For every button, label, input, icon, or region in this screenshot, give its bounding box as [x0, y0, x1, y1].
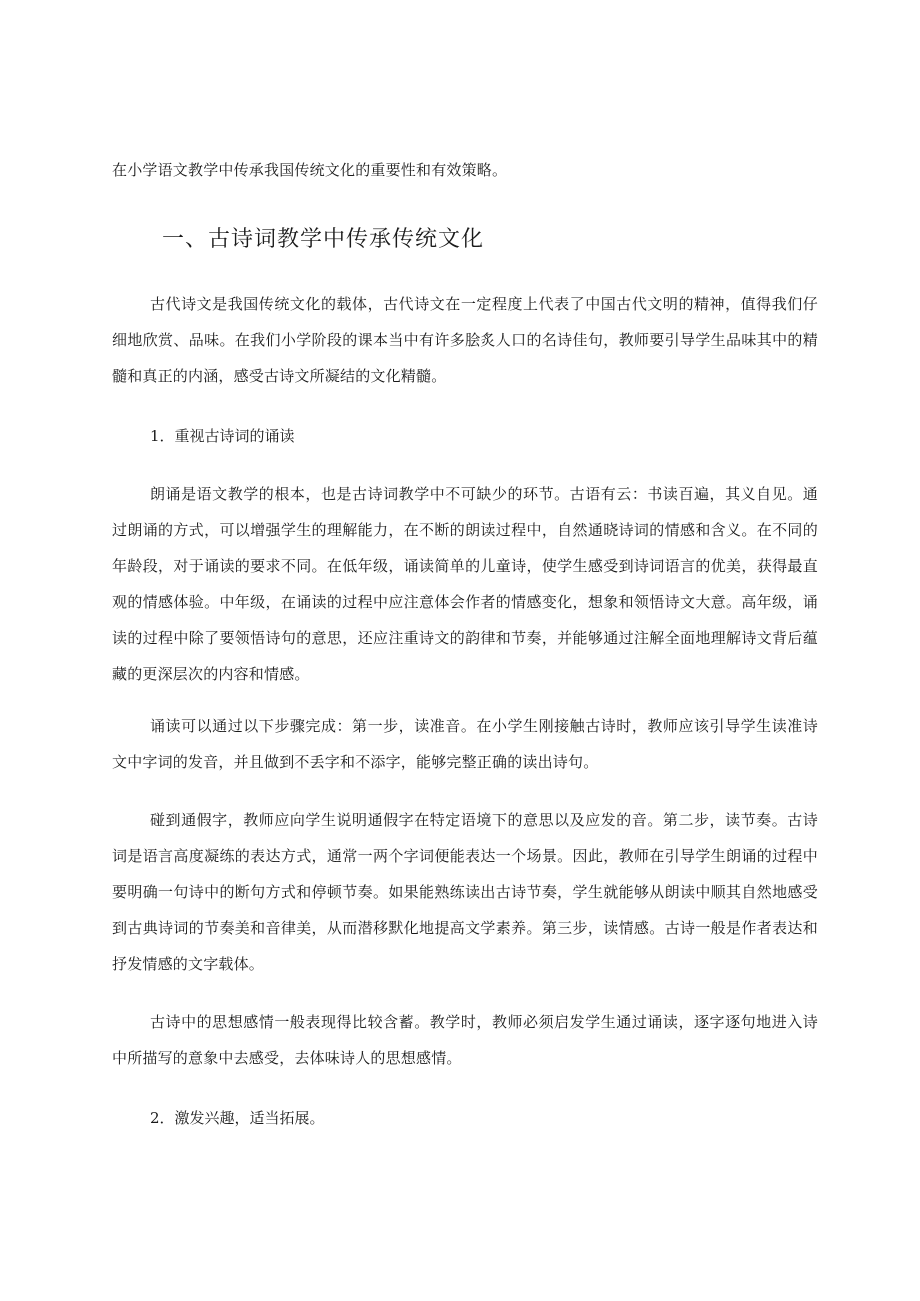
subsection-heading-2: 2．激发兴趣，适当拓展。 [150, 1109, 325, 1127]
paragraph-emotion: 古诗中的思想感情一般表现得比较含蓄。教学时，教师必须启发学生通过诵读，逐字逐句地进入诗中所描写的意象中去感受，去体味诗人的思想感情。 [112, 1013, 818, 1067]
paragraph-tongjiazi: 碰到通假字，教师应向学生说明通假字在特定语境下的意思以及应发的音。第二步，读节奏。古诗词是语言高度凝练的表达方式，通常一两个字词便能表达一个场景。因此，教师在引导学生朗诵的过程中要明确一句诗中的断句方式和停顿节奏。如果能熟练读出古诗节奏，学生就能够从朗读中顺其自然地感受到古典诗词的节奏美和音律美，从而潜移默化地提高文学素养。第三步，读情感。古诗一般是作者表达和抒发情感的文字载体。 [112, 811, 818, 973]
paragraph-section-intro: 古代诗文是我国传统文化的载体，古代诗文在一定程度上代表了中国古代文明的精神，值得我们仔细地欣赏、品味。在我们小学阶段的课本当中有许多脍炙人口的名诗佳句，教师要引导学生品味其中的精髓和真正的内涵，感受古诗文所凝结的文化精髓。 [112, 295, 818, 385]
subsection-heading-1: 1．重视古诗词的诵读 [150, 427, 295, 445]
paragraph-recitation: 朗诵是语文教学的根本，也是古诗词教学中不可缺少的环节。古语有云：书读百遍，其义自见。通过朗诵的方式，可以增强学生的理解能力，在不断的朗读过程中，自然通晓诗词的情感和含义。在不同的年龄段，对于诵读的要求不同。在低年级，诵读简单的儿童诗，使学生感受到诗词语言的优美，获得最直观的情感体验。中年级，在诵读的过程中应注意体会作者的情感变化，想象和领悟诗文大意。高年级，诵读的过程中除了要领悟诗句的意思，还应注重诗文的韵律和节奏，并能够通过注解全面地理解诗文背后蕴藏的更深层次的内容和情感。 [112, 485, 818, 683]
section-heading: 一、古诗词教学中传承传统文化 [162, 227, 485, 252]
paragraph-recitation-steps: 诵读可以通过以下步骤完成：第一步，读准音。在小学生刚接触古诗时，教师应该引导学生读准诗文中字词的发音，并且做到不丢字和不添字，能够完整正确的读出诗句。 [112, 717, 818, 771]
intro-line: 在小学语文教学中传承我国传统文化的重要性和有效策略。 [112, 161, 508, 179]
